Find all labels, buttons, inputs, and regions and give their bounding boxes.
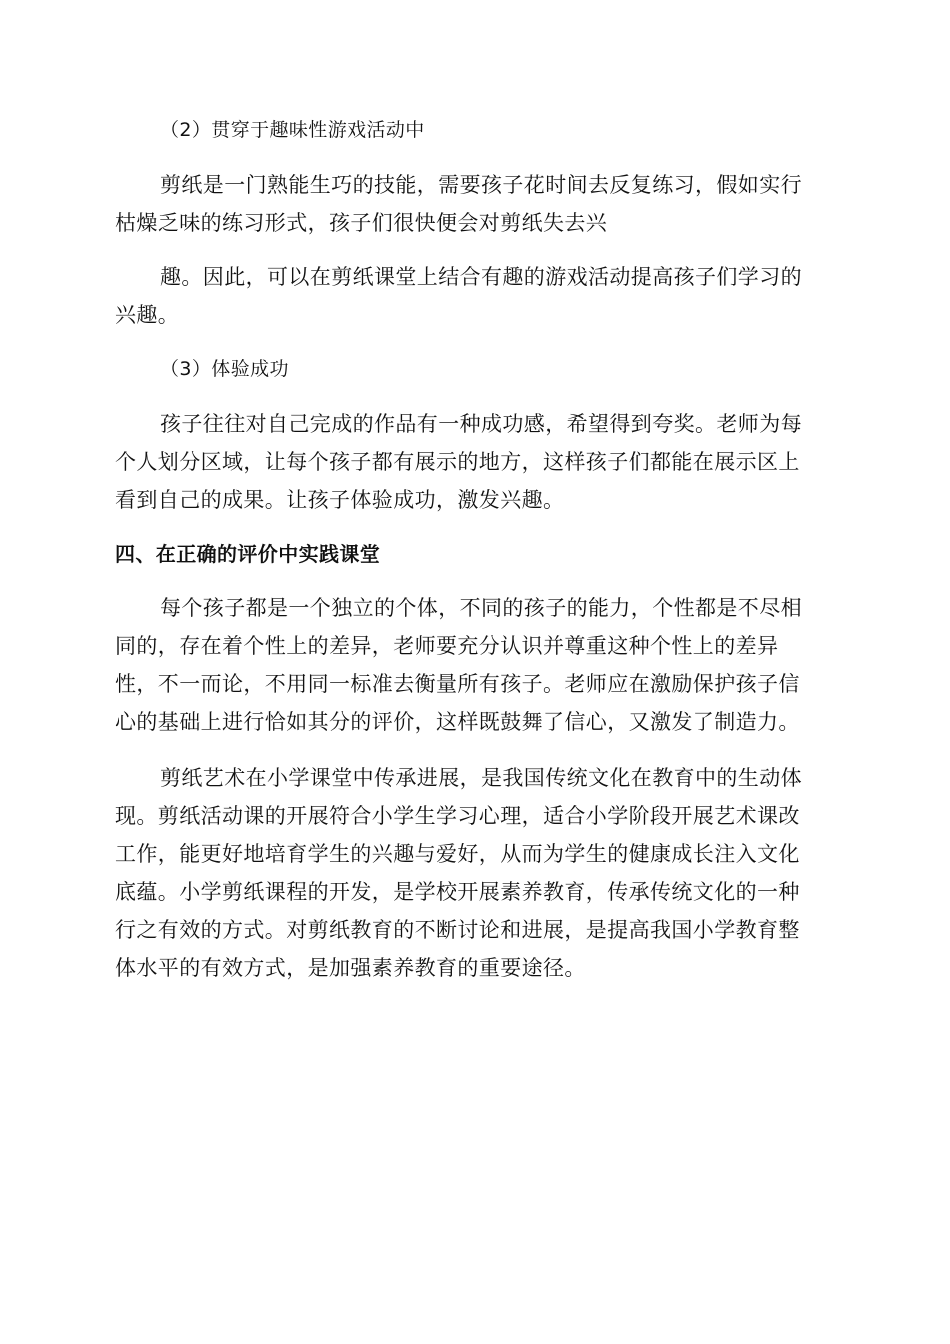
- paragraph-line: 心的基础上进行恰如其分的评价，这样既鼓舞了信心，又激发了制造力。: [115, 710, 800, 734]
- paragraph-line: 孩子往往对自己完成的作品有一种成功感，希望得到夸奖。老师为每: [160, 412, 802, 436]
- subheading-experience-success: （3）体验成功: [160, 358, 289, 380]
- paragraph-line: 工作，能更好地培育学生的兴趣与爱好，从而为学生的健康成长注入文化: [115, 842, 800, 866]
- paragraph-line: 剪纸艺术在小学课堂中传承进展，是我国传统文化在教育中的生动体: [160, 766, 802, 790]
- paragraph-line: 体水平的有效方式，是加强素养教育的重要途径。: [115, 956, 586, 980]
- paragraph-line: 兴趣。: [115, 303, 180, 327]
- paragraph-line: 底蕴。小学剪纸课程的开发，是学校开展素养教育，传承传统文化的一种: [115, 880, 800, 904]
- paragraph-line: 性，不一而论，不用同一标准去衡量所有孩子。老师应在激励保护孩子信: [115, 672, 800, 696]
- section-heading: 四、在正确的评价中实践课堂: [115, 542, 381, 566]
- paragraph-line: 看到自己的成果。让孩子体验成功，激发兴趣。: [115, 488, 565, 512]
- paragraph-line: 个人划分区域，让每个孩子都有展示的地方，这样孩子们都能在展示区上: [115, 450, 800, 474]
- paragraph-line: 剪纸是一门熟能生巧的技能，需要孩子花时间去反复练习，假如实行: [160, 173, 802, 197]
- paragraph-line: 枯燥乏味的练习形式，孩子们很快便会对剪纸失去兴: [115, 211, 608, 235]
- paragraph-line: 现。剪纸活动课的开展符合小学生学习心理，适合小学阶段开展艺术课改: [115, 804, 800, 828]
- paragraph-line: 趣。因此，可以在剪纸课堂上结合有趣的游戏活动提高孩子们学习的: [160, 265, 802, 289]
- paragraph-line: 行之有效的方式。对剪纸教育的不断讨论和进展，是提高我国小学教育整: [115, 918, 800, 942]
- paragraph-line: 每个孩子都是一个独立的个体，不同的孩子的能力，个性都是不尽相: [160, 596, 802, 620]
- subheading-game-activities: （2）贯穿于趣味性游戏活动中: [160, 119, 425, 141]
- paragraph-line: 同的，存在着个性上的差异，老师要充分认识并尊重这种个性上的差异: [115, 634, 779, 658]
